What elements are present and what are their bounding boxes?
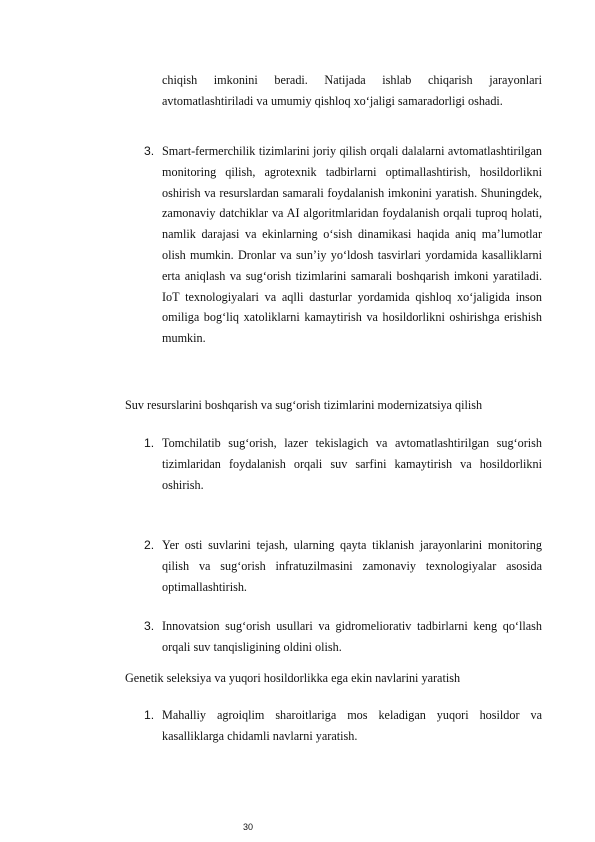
list-number: 3. [144,619,155,633]
list-item-smart-farming [162,141,542,349]
list-item-local-varieties [162,705,542,747]
section-heading-genetic: Genetik seleksiya va yuqori hosildorlikka ega ekin navlarini yaratish [125,671,461,685]
page-number: 30 [243,822,254,832]
list-item-drip-irrigation [162,433,542,495]
list-item-innovative-irrigation [162,616,542,658]
list-number: 1. [144,436,155,450]
list-item-text: Innovatsion sug‘orish usullari va gidromeliorativ tadbirlarni keng qo‘llash orqali suv tanqisligining oldini olish. [162,619,542,654]
list-number: 1. [144,708,155,722]
continuation-text: chiqish imkonini beradi. Natijada ishlab chiqarish jarayonlari avtomatlashtiriladi va umumiy qishloq xo‘jaligi samaradorligi oshadi. [162,73,542,108]
list-item-text: Yer osti suvlarini tejash, ularning qayta tiklanish jarayonlarini monitoring qilish va sug‘orish infratuzilmasini zamonaviy texnologiyalar asosida optimallashtirish. [162,538,542,594]
section-heading-water: Suv resurslarini boshqarish va sug‘orish tizimlarini modernizatsiya qilish [125,398,483,412]
list-number: 3. [144,144,155,158]
list-item-text: Smart-fermerchilik tizimlarini joriy qilish orqali dalalarni avtomatlashtirilgan monitoring qilish, agrotexnik tadbirlarni optimallashtirish, hosildorlikni oshirish va resurslardan samarali foydalanish imkonini yaratish. Shuningdek, zamonaviy datchiklar va AI algoritmlaridan foydalanish orqali tuproq holati, namlik darajasi va ekinlarning o‘sish dinamikasi haqida aniq ma’lumotlar olish mumkin. Dronlar va sun’iy yo‘ldosh tasvirlari yordamida kasalliklarni erta aniqlash va sug‘orish tizimlarini samarali boshqarish imkoni yaratiladi. IoT texnologiyalari va aqlli dasturlar yordamida qishloq xo‘jaligida inson omiliga bog‘liq xatoliklarni kamaytirish va hosildorlikni oshirishga erishish mumkin. [162,144,542,346]
list-item-groundwater [162,535,542,597]
list-item-text: Tomchilatib sug‘orish, lazer tekislagich va avtomatlashtirilgan sug‘orish tizimlaridan foydalanish orqali suv sarfini kamaytirish va hosildorlikni oshirish. [162,436,542,492]
list-number: 2. [144,538,155,552]
continuation-paragraph [162,70,542,112]
list-item-text: Mahalliy agroiqlim sharoitlariga mos keladigan yuqori hosildor va kasalliklarga chidamli navlarni yaratish. [162,708,542,743]
